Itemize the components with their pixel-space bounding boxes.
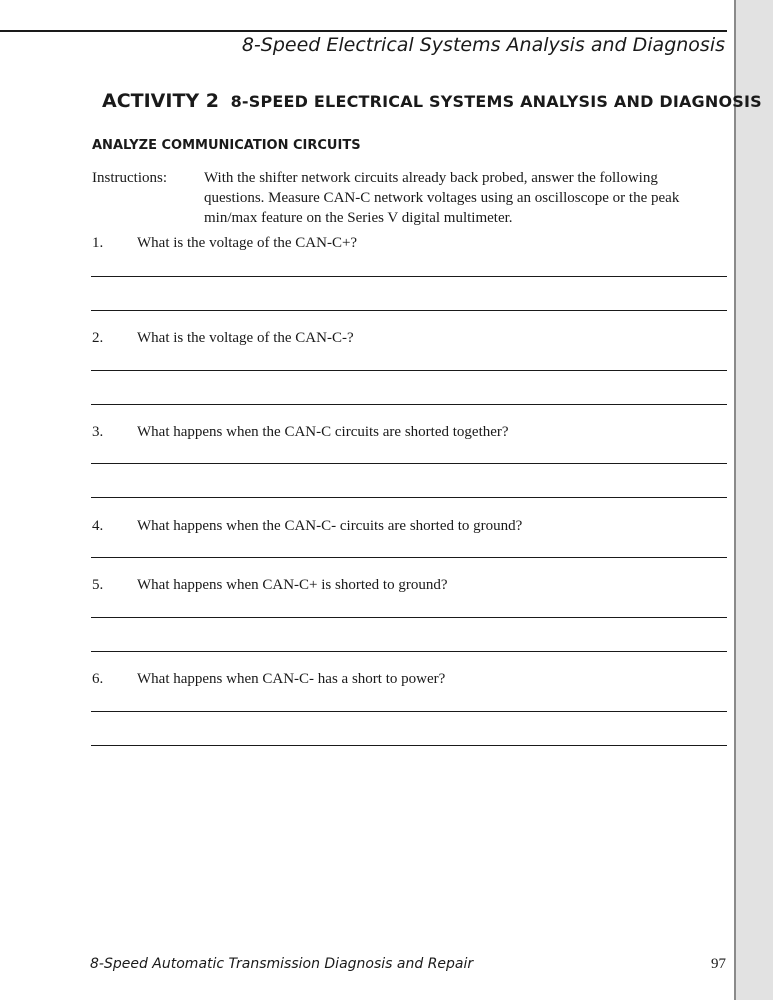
- answer-line[interactable]: [91, 463, 727, 464]
- answer-line[interactable]: [91, 310, 727, 311]
- page-edge-sidebar: [734, 0, 773, 1000]
- answer-line[interactable]: [91, 617, 727, 618]
- activity-number: ACTIVITY 2: [102, 90, 220, 112]
- activity-title: 8-SPEED ELECTRICAL SYSTEMS ANALYSIS AND DIAGNOSIS: [230, 92, 762, 111]
- answer-line[interactable]: [91, 711, 727, 712]
- answer-line[interactable]: [91, 370, 727, 371]
- answer-line[interactable]: [91, 404, 727, 405]
- answer-line[interactable]: [91, 276, 727, 277]
- section-title: ANALYZE COMMUNICATION CIRCUITS: [92, 138, 361, 153]
- question-text: What is the voltage of the CAN-C+?: [137, 235, 358, 251]
- answer-line[interactable]: [91, 497, 727, 498]
- running-head: 8-Speed Electrical Systems Analysis and Diagnosis: [241, 34, 725, 56]
- answer-line[interactable]: [91, 745, 727, 746]
- answer-line[interactable]: [91, 651, 727, 652]
- question-number: 4.: [92, 518, 104, 534]
- activity-heading: [102, 88, 762, 115]
- question-text: What is the voltage of the CAN-C-?: [137, 330, 354, 346]
- question-number: 5.: [92, 577, 104, 593]
- question-number: 3.: [92, 424, 104, 440]
- question-text: What happens when the CAN-C circuits are shorted together?: [137, 424, 509, 440]
- question-number: 2.: [92, 330, 104, 346]
- question-text: What happens when the CAN-C- circuits are shorted to ground?: [137, 518, 523, 534]
- answer-line[interactable]: [91, 557, 727, 558]
- page-number: 97: [711, 956, 726, 972]
- instructions-label: Instructions:: [92, 170, 167, 186]
- instructions-text: With the shifter network circuits already back probed, answer the following questions. Measure CAN-C network voltages using an oscilloscope or the peak min/max feature on the Series V digital multimeter.: [204, 170, 680, 226]
- footer-book-title: 8-Speed Automatic Transmission Diagnosis and Repair: [90, 956, 474, 972]
- question-text: What happens when CAN-C+ is shorted to ground?: [137, 577, 448, 593]
- question-text: What happens when CAN-C- has a short to power?: [137, 671, 446, 687]
- question-number: 1.: [92, 235, 104, 251]
- question-number: 6.: [92, 671, 104, 687]
